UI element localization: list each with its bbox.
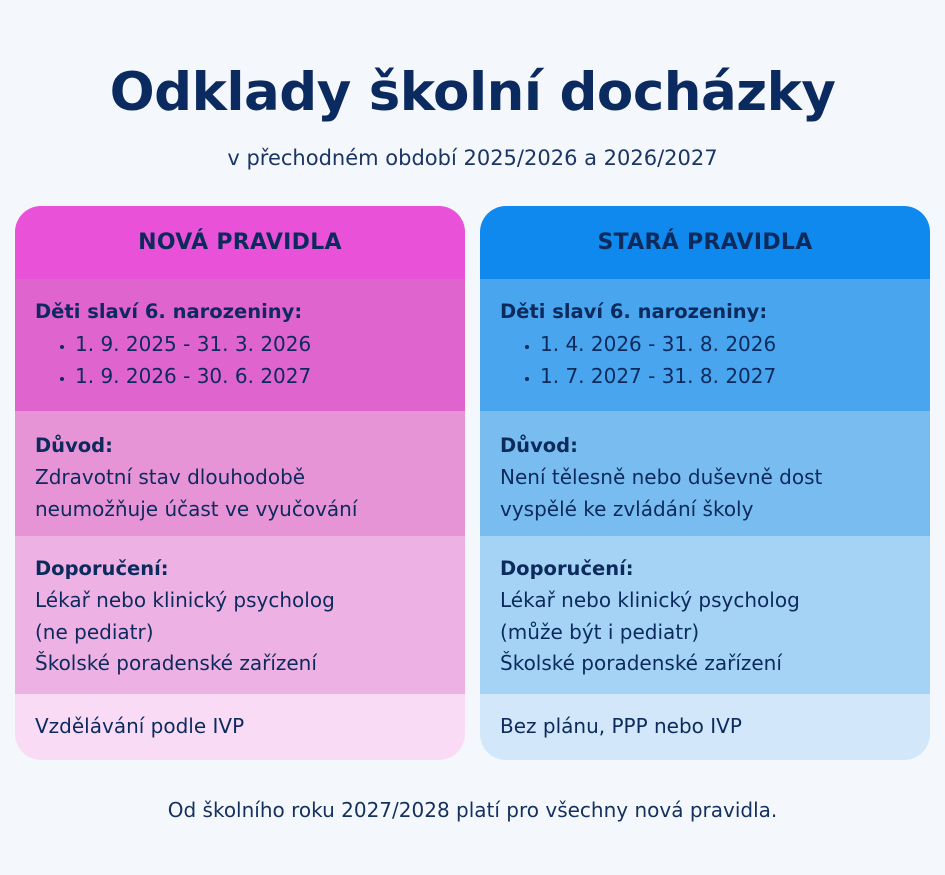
page-subtitle: v přechodném období 2025/2026 a 2026/2027 — [227, 146, 718, 170]
birthday-label: Děti slaví 6. narozeniny: — [35, 300, 303, 323]
reason-line: neumožňuje účast ve vyučování — [35, 496, 358, 521]
new-rules-header — [15, 206, 465, 279]
recommendation-label: Doporučení: — [35, 557, 169, 580]
footer-note: Od školního roku 2027/2028 platí pro všechny nová pravidla. — [167, 798, 778, 822]
recommendation-line: Školské poradenské zařízení — [500, 651, 782, 675]
new-rules-education-section — [15, 694, 465, 760]
birthday-range: • 1. 9. 2025 - 31. 3. 2026 — [75, 328, 465, 360]
old-rules-education-section — [480, 694, 930, 760]
page-title: Odklady školní docházky — [109, 62, 836, 123]
old-rules-birthday-section — [480, 279, 930, 411]
recommendation-line: Lékař nebo klinický psycholog — [500, 588, 800, 612]
new-rules-heading: NOVÁ PRAVIDLA — [138, 230, 342, 255]
reason-label: Důvod: — [500, 434, 578, 457]
new-rules-recommendation-section — [15, 536, 465, 694]
old-rules-card — [480, 206, 930, 760]
recommendation-line: Školské poradenské zařízení — [35, 651, 317, 675]
old-rules-header — [480, 206, 930, 279]
birthday-list — [35, 328, 465, 392]
birthday-label: Děti slaví 6. narozeniny: — [500, 300, 768, 323]
birthday-range: • 1. 7. 2027 - 31. 8. 2027 — [540, 360, 930, 392]
birthday-list — [500, 328, 930, 392]
reason-line: Není tělesně nebo duševně dost — [500, 465, 823, 489]
recommendation-label: Doporučení: — [500, 557, 634, 580]
recommendation-line: (může být i pediatr) — [500, 619, 700, 644]
new-rules-reason-section — [15, 411, 465, 536]
birthday-range: • 1. 9. 2026 - 30. 6. 2027 — [75, 360, 465, 392]
recommendation-line: Lékař nebo klinický psycholog — [35, 588, 335, 612]
reason-line: Zdravotní stav dlouhodobě — [35, 465, 306, 489]
recommendation-line: (ne pediatr) — [35, 619, 154, 644]
old-rules-heading: STARÁ PRAVIDLA — [597, 230, 813, 255]
education-text: Vzdělávání podle IVP — [35, 714, 245, 738]
birthday-range: • 1. 4. 2026 - 31. 8. 2026 — [540, 328, 930, 360]
new-rules-birthday-section — [15, 279, 465, 411]
reason-line: vyspělé ke zvládání školy — [500, 496, 754, 521]
education-text: Bez plánu, PPP nebo IVP — [500, 714, 742, 738]
new-rules-card — [15, 206, 465, 760]
reason-label: Důvod: — [35, 434, 113, 457]
old-rules-recommendation-section — [480, 536, 930, 694]
old-rules-reason-section — [480, 411, 930, 536]
